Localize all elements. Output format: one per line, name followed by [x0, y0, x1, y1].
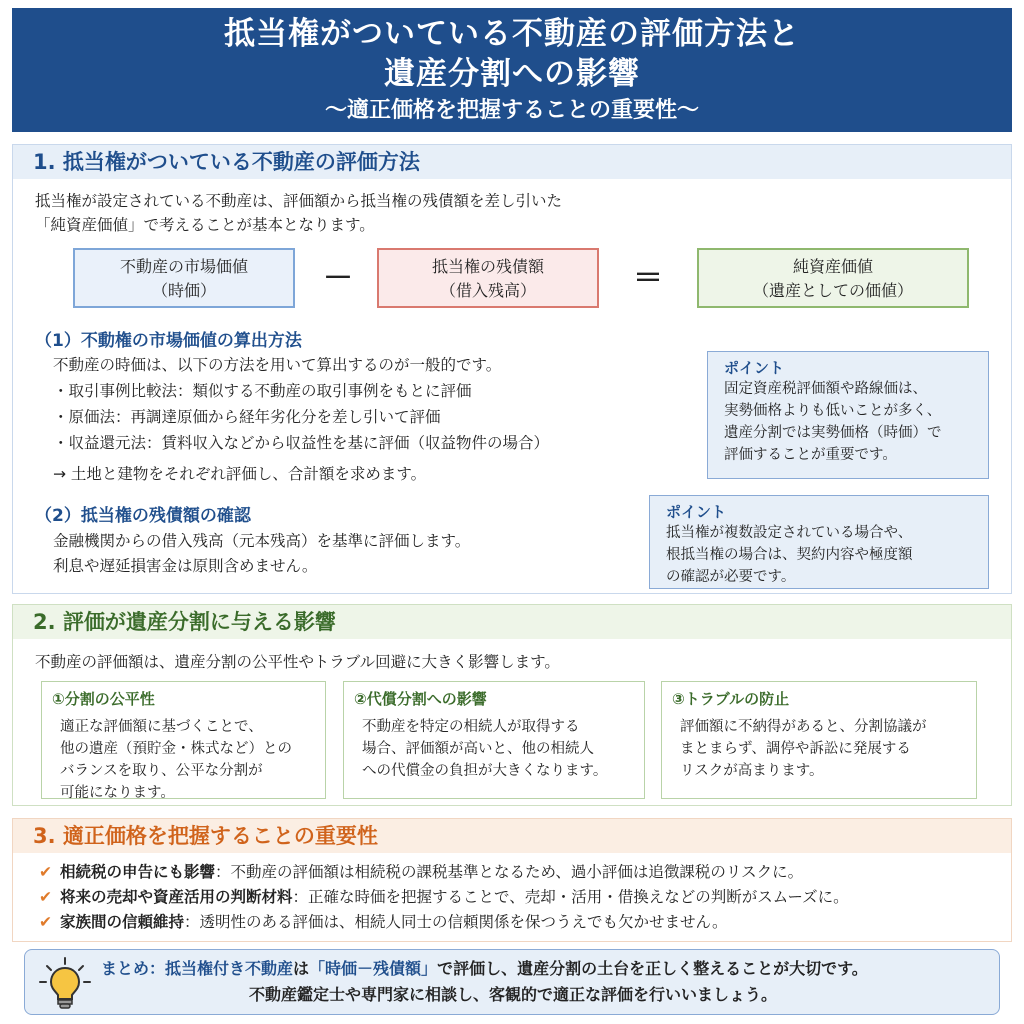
card-line: バランスを取り、公平な分割が	[60, 763, 263, 779]
point-title: ポイント	[666, 503, 727, 521]
section-evaluation-method	[12, 144, 1012, 594]
subsection1-heading: （1）不動権の市場価値の算出方法	[35, 331, 302, 351]
importance-item	[39, 886, 849, 908]
check-icon: ✔	[39, 913, 52, 931]
point-title: ポイント	[724, 359, 785, 377]
net-asset-value-box	[697, 248, 969, 308]
card-fairness	[41, 681, 326, 799]
point-line: 抵当権が複数設定されている場合や、	[666, 525, 913, 541]
net-asset-value-label: 純資産価値	[792, 257, 873, 276]
importance-item-title: 相続税の申告にも影響	[60, 863, 216, 881]
card-trouble-prevention	[661, 681, 977, 799]
subsection2-line: 金融機関からの借入残高（元本残高）を基準に評価します。	[53, 532, 471, 550]
summary-line1	[101, 957, 868, 981]
importance-item-title: 将来の売却や資産活用の判断材料	[60, 888, 293, 906]
importance-item	[39, 911, 727, 933]
section1-heading: 1. 抵当権がついている不動産の評価方法	[13, 145, 1011, 179]
subsection2-heading: （2）抵当権の残債額の確認	[35, 506, 251, 526]
card-title: ②代償分割への影響	[354, 690, 487, 708]
point-box-valuation	[707, 351, 989, 479]
market-value-label: 不動産の市場価値	[119, 257, 248, 276]
remaining-debt-label: 抵当権の残債額	[431, 257, 544, 276]
section-impact-on-division	[12, 604, 1012, 806]
subsection1-line: ・原価法：再調達原価から経年劣化分を差し引いて評価	[53, 408, 441, 426]
card-line: 不動産を特定の相続人が取得する	[362, 719, 580, 735]
point-box-mortgage	[649, 495, 989, 589]
point-line: の確認が必要です。	[666, 569, 796, 585]
card-line: リスクが高まります。	[680, 763, 824, 779]
card-line: 他の遺産（預貯金・株式など）との	[60, 741, 292, 757]
subsection1-line: 不動産の時価は、以下の方法を用いて算出するのが一般的です。	[53, 356, 502, 374]
card-body	[52, 716, 315, 804]
point-line: 評価することが重要です。	[724, 447, 897, 463]
section2-intro: 不動産の評価額は、遺産分割の公平性やトラブル回避に大きく影響します。	[35, 653, 560, 671]
card-title: ③トラブルの防止	[672, 690, 790, 708]
minus-operator: －	[323, 261, 353, 296]
equals-operator: ＝	[633, 261, 663, 296]
point-line: 遺産分割では実勢価格（時価）で	[724, 425, 942, 441]
subsection1-line: ・収益還元法：賃料収入などから収益性を基に評価（収益物件の場合）	[53, 434, 550, 452]
market-value-box	[73, 248, 295, 308]
page-title-line1: 抵当権がついている不動産の評価方法と	[224, 16, 800, 52]
page-header	[12, 8, 1012, 132]
section2-heading: 2. 評価が遺産分割に与える影響	[13, 605, 1011, 639]
card-line: 評価額に不納得があると、分割協議が	[680, 719, 927, 735]
card-title: ①分割の公平性	[52, 690, 155, 708]
summary-box	[24, 949, 1000, 1015]
summary-text: で評価し、遺産分割の土台を正しく整えることが大切です。	[437, 959, 868, 978]
point-line: 実勢価格よりも低いことが多く、	[724, 403, 942, 419]
importance-item-text: ：不動産の評価額は相続税の課税基準となるため、過小評価は追徴課税のリスクに。	[215, 863, 804, 881]
page-title-line2: 遺産分割への影響	[384, 56, 640, 92]
section-importance	[12, 818, 1012, 942]
card-body	[672, 716, 966, 782]
importance-item	[39, 861, 803, 883]
check-icon: ✔	[39, 863, 52, 881]
summary-line2: 不動産鑑定士や専門家に相談し、客観的で適正な評価を行いいましょう。	[248, 985, 777, 1004]
section1-intro-line1: 抵当権が設定されている不動産は、評価額から抵当権の残債額を差し引いた	[35, 192, 563, 210]
card-compensation	[343, 681, 645, 799]
remaining-debt-sub: （借入残高）	[439, 281, 536, 300]
summary-text: は	[293, 959, 310, 978]
remaining-debt-box	[377, 248, 599, 308]
point-line: 根抵当権の場合は、契約内容や極度額	[666, 547, 913, 563]
card-line: への代償金の負担が大きくなります。	[362, 763, 608, 779]
summary-highlight: 「時価－残債額」	[309, 959, 438, 978]
card-line: 場合、評価額が高いと、他の相続人	[362, 741, 594, 757]
section1-intro-line2: 「純資産価値」で考えることが基本となります。	[35, 216, 375, 234]
subsection1-line: → 土地と建物をそれぞれ評価し、合計額を求めます。	[53, 465, 427, 483]
point-line: 固定資産税評価額や路線価は、	[724, 381, 927, 397]
card-line: まとまらず、調停や訴訟に発展する	[680, 741, 911, 757]
importance-item-text: ：正確な時価を把握することで、売却・活用・借換えなどの判断がスムーズに。	[292, 888, 849, 906]
card-line: 可能になります。	[60, 785, 175, 801]
card-line: 適正な評価額に基づくことで、	[60, 719, 263, 735]
summary-prefix: まとめ：	[101, 959, 166, 978]
summary-highlight: 抵当権付き不動産	[165, 959, 294, 978]
importance-item-title: 家族間の信頼維持	[60, 913, 185, 931]
market-value-sub: （時価）	[151, 281, 216, 300]
check-icon: ✔	[39, 888, 52, 906]
importance-item-text: ：透明性のある評価は、相続人同士の信頼関係を保つうえでも欠かせません。	[184, 913, 728, 931]
card-body	[354, 716, 634, 782]
subsection2-line: 利息や遅延損害金は原則含めません。	[53, 557, 318, 575]
net-asset-value-sub: （遺産としての価値）	[752, 281, 913, 300]
section3-heading: 3. 適正価格を把握することの重要性	[13, 819, 1011, 853]
page-subtitle: ～適正価格を把握することの重要性～	[324, 98, 699, 123]
subsection1-line: ・取引事例比較法：類似する不動産の取引事例をもとに評価	[53, 382, 472, 400]
